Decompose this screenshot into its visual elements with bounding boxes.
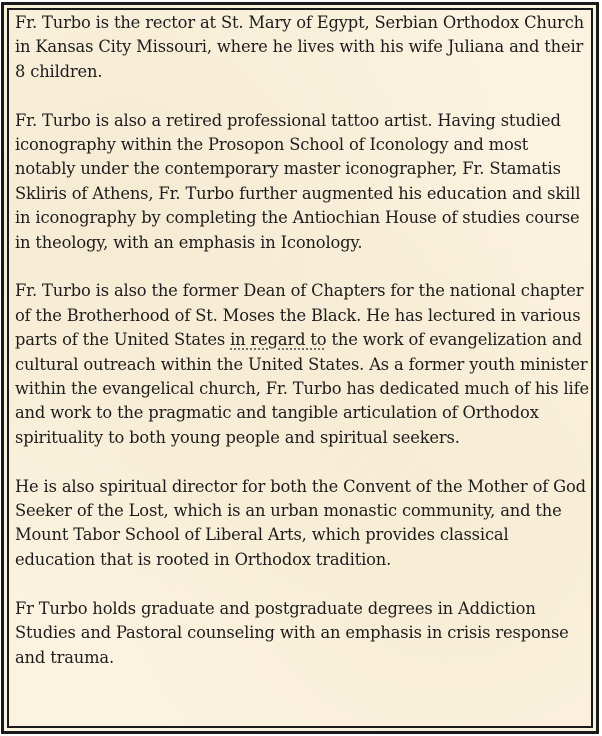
bio-text-area[interactable] — [15, 11, 590, 670]
bio-frame — [1, 2, 599, 734]
grammar-flagged-phrase[interactable]: in regard to — [230, 330, 327, 350]
bio-paragraph-degrees: Fr Turbo holds graduate and postgraduate degrees in Addiction Studies and Pastoral counseling with an emphasis in crisis response and trauma. — [15, 598, 569, 667]
dean-text-start: Fr. Turbo is also the former Dean of Chapters for the national chapter of the Brotherhood of St. Moses the Black. He has lectured in various parts of the United States — [15, 281, 584, 350]
bio-paragraph-iconography: Fr. Turbo is also a retired professional tattoo artist. Having studied iconography within the Prosopon School of Iconology and most notably under the contemporary master iconographer, Fr. Stamatis Skliris of Athens, Fr. Turbo further augmented his education and skill in iconography by completing the Antiochian House of studies course in theology, with an emphasis in Iconology. — [15, 110, 581, 252]
bio-paragraph-director: He is also spiritual director for both the Convent of the Mother of God Seeker of the Lost, which is an urban monastic community, and the Mount Tabor School of Liberal Arts, which provides classical education that is rooted in Orthodox tradition. — [15, 476, 586, 569]
dean-text-end: the work of evangelization and cultural outreach within the United States. As a former youth minister within the evangelical church, Fr. Turbo has dedicated much of his life and work to the pragmatic and tangible articulation of Orthodox spirituality to both young people and spiritual seekers. — [15, 330, 589, 447]
bio-paragraph-rector: Fr. Turbo is the rector at St. Mary of Egypt, Serbian Orthodox Church in Kansas City Missouri, where he lives with his wife Juliana and their 8 children. — [15, 13, 584, 81]
bio-paragraph-dean — [15, 279, 590, 450]
